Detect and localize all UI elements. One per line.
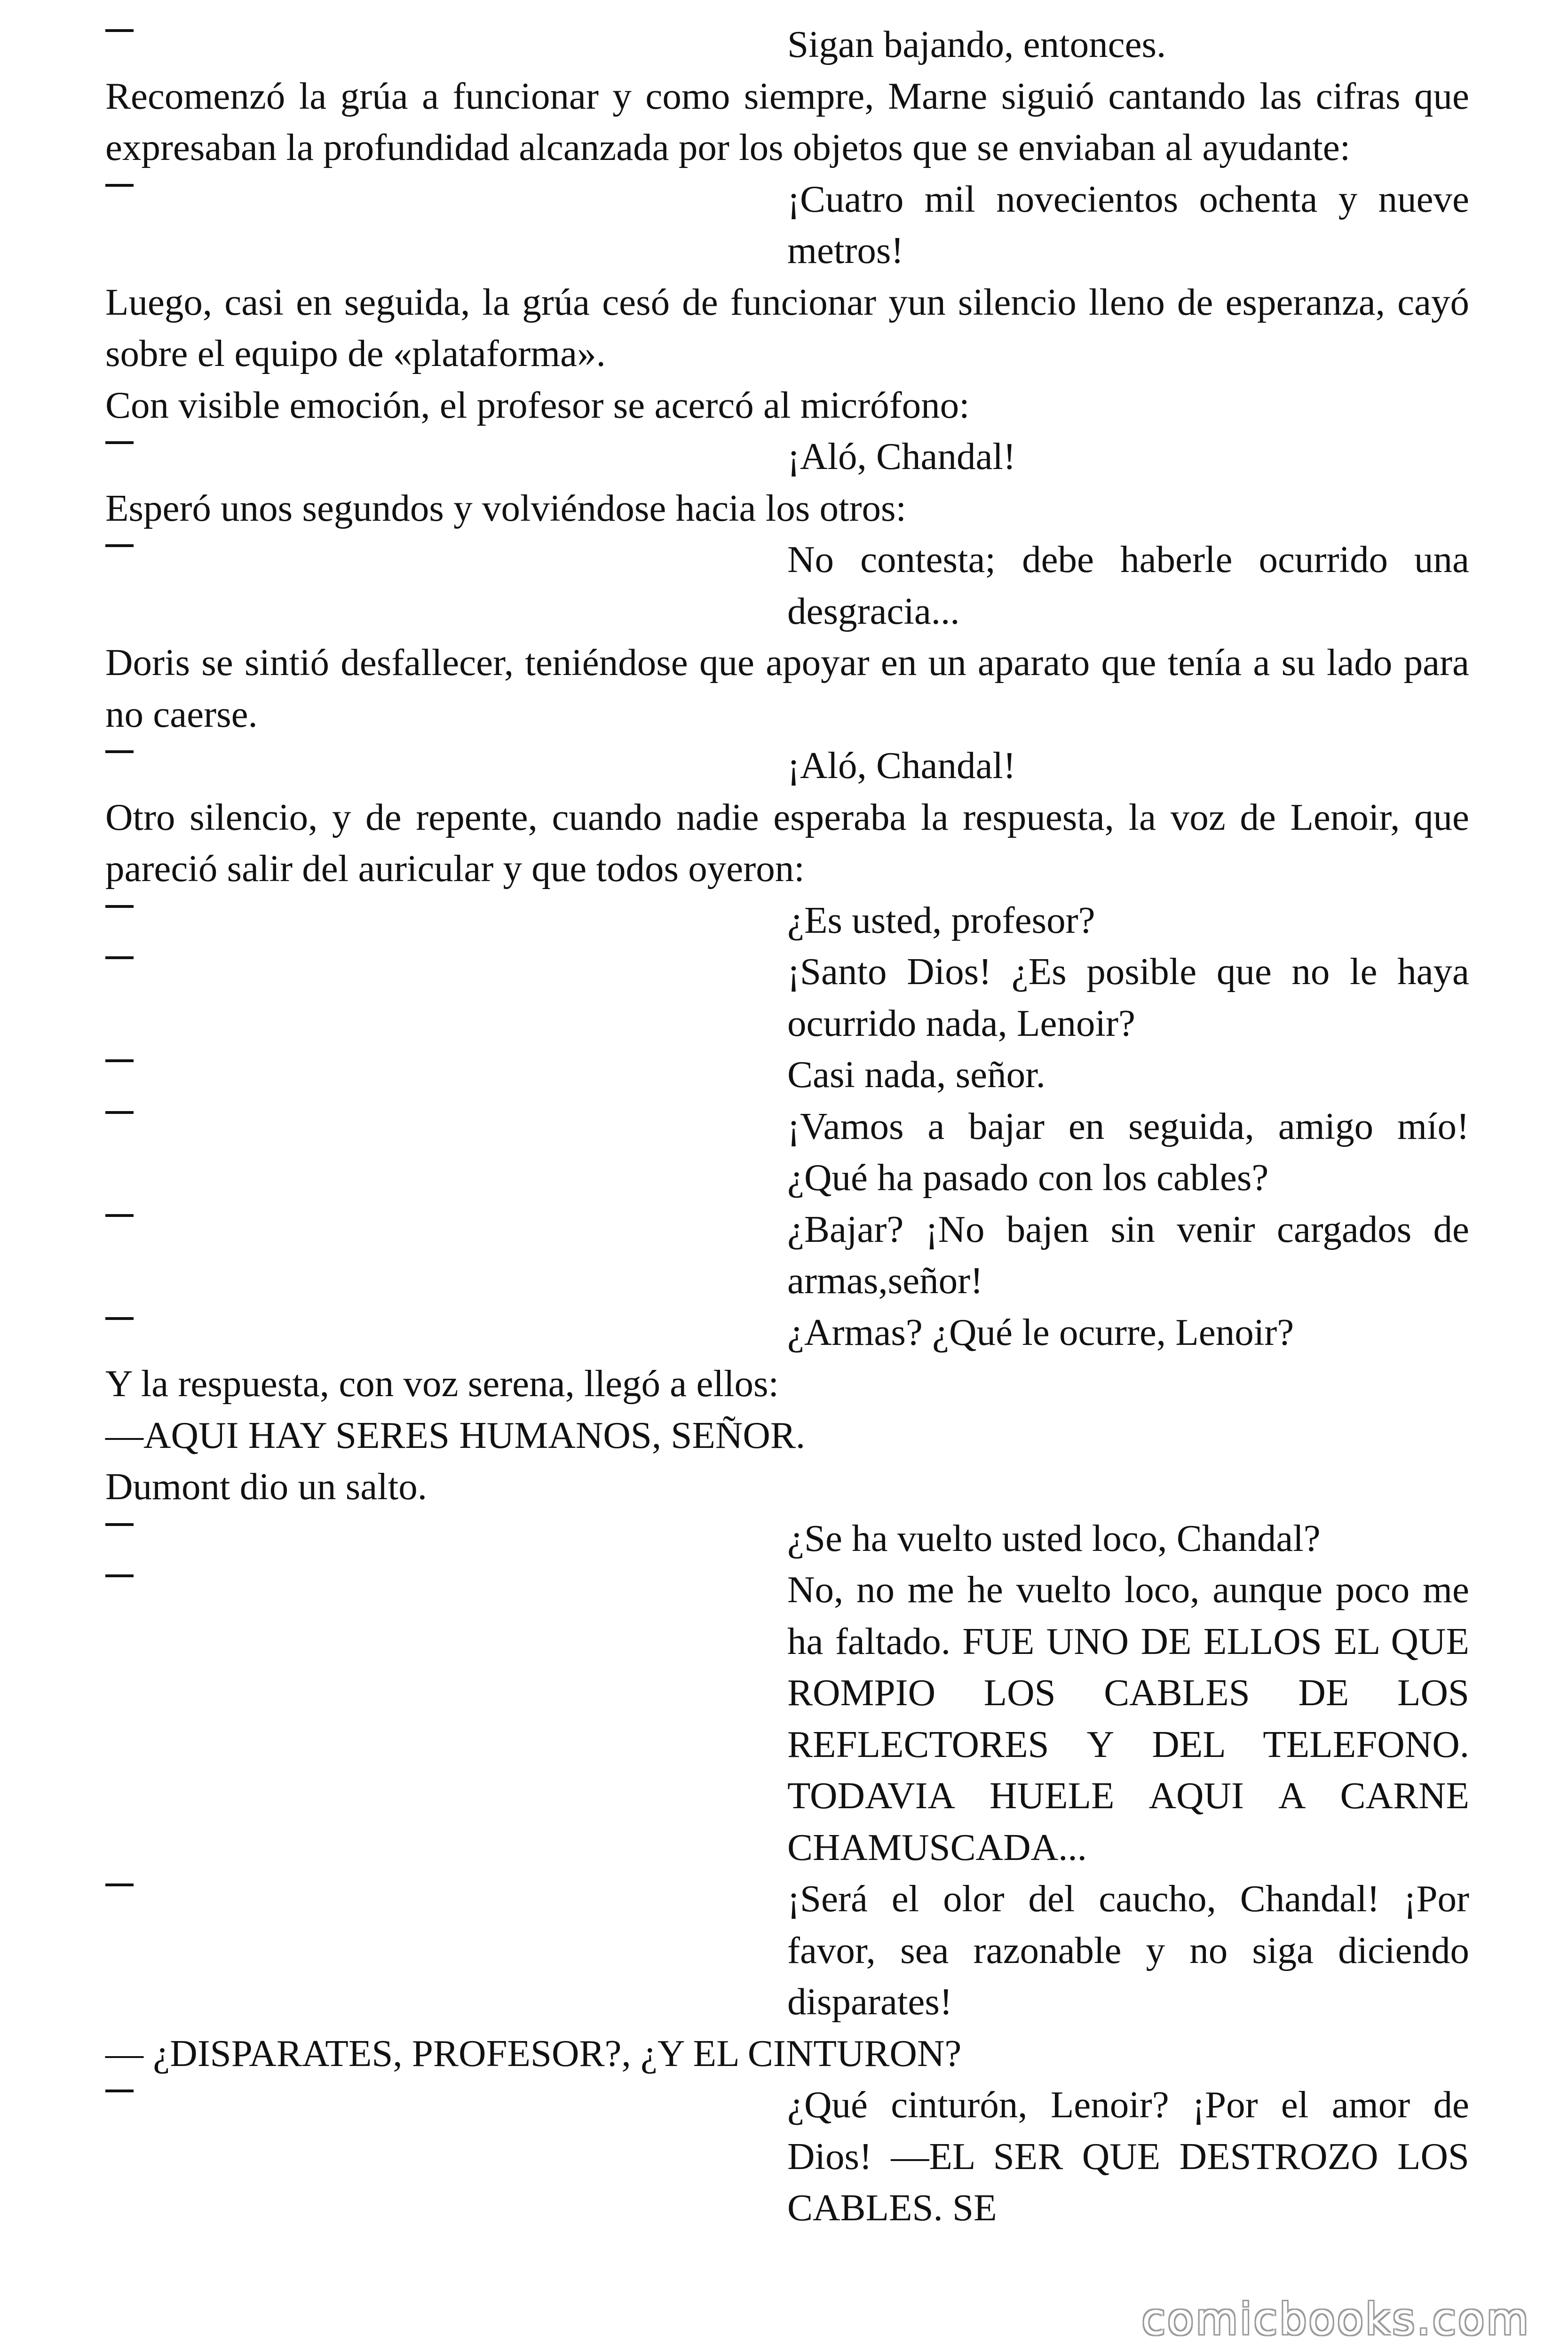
dialog-line (105, 1307, 1469, 1359)
dialog-dash (105, 1101, 787, 1114)
narration-paragraph: Y la respuesta, con voz serena, llegó a ellos: (105, 1362, 779, 1405)
dialog-dash (105, 174, 787, 187)
dialog-text: ¡Aló, Chandal! (787, 435, 1016, 477)
em-dash-icon (105, 1317, 134, 1320)
dialog-text: ¿Bajar? ¡No bajen sin venir cargados de armas,señor! (787, 1208, 1469, 1302)
dialog-text: ¡Cuatro mil novecientos ochenta y nueve metros! (787, 177, 1469, 271)
em-dash-icon (105, 1523, 134, 1526)
dialog-line (105, 174, 1469, 277)
dialog-dash (105, 1513, 787, 1526)
narration-paragraph: —AQUI HAY SERES HUMANOS, SEÑOR. (105, 1414, 806, 1456)
dialog-text: ¡Santo Dios! ¿Es posible que no le haya ocurrido nada, Lenoir? (787, 950, 1469, 1044)
dialog-text: ¿Se ha vuelto usted loco, Chandal? (787, 1517, 1321, 1559)
dialog-dash (105, 2079, 787, 2092)
dialog-dash (105, 946, 787, 959)
em-dash-icon (105, 1214, 134, 1217)
dialog-dash (105, 19, 787, 32)
em-dash-icon (105, 905, 134, 908)
dialog-text: ¡Vamos a bajar en seguida, amigo mío! ¿Qué ha pasado con los cables? (787, 1104, 1469, 1199)
dialog-line (105, 1049, 1469, 1101)
dialog-line (105, 534, 1469, 637)
em-dash-icon (105, 1883, 134, 1886)
dialog-line (105, 1564, 1469, 1873)
dialog-text: No, no me he vuelto loco, aunque poco me ha faltado. FUE UNO DE ELLOS EL QUE ROMPIO LOS CABLES DE LOS REFLECTORES Y DEL TELEFONO. TODAVIA HUELE AQUI A CARNE CHAMUSCADA... (787, 1568, 1469, 1868)
page-text (105, 19, 1469, 2234)
dialog-dash (105, 1307, 787, 1320)
narration-paragraph: — ¿DISPARATES, PROFESOR?, ¿Y EL CINTURON? (105, 2032, 962, 2074)
dialog-dash (105, 1049, 787, 1062)
dialog-text: Sigan bajando, entonces. (787, 23, 1166, 65)
narration-paragraph: Recomenzó la grúa a funcionar y como siempre, Marne siguió cantando las cifras que expresaban la profundidad alcanzada por los objetos que se enviaban al ayudante: (105, 74, 1469, 168)
dialog-text: ¿Qué cinturón, Lenoir? ¡Por el amor de Dios! —EL SER QUE DESTROZO LOS CABLES. SE (787, 2083, 1469, 2229)
dialog-dash (105, 534, 787, 547)
watermark-logo: comicbooks.com (1141, 2294, 1530, 2344)
dialog-text: ¿Armas? ¿Qué le ocurre, Lenoir? (787, 1311, 1294, 1353)
narration-paragraph: Con visible emoción, el profesor se acercó al micrófono: (105, 383, 970, 426)
narration-paragraph: Doris se sintió desfallecer, teniéndose que apoyar en un aparato que tenía a su lado para no caerse. (105, 641, 1469, 735)
dialog-text: Casi nada, señor. (787, 1053, 1045, 1096)
dialog-dash (105, 1564, 787, 1577)
narration-paragraph: Luego, casi en seguida, la grúa cesó de funcionar yun silencio lleno de esperanza, cayó sobre el equipo de «plataforma». (105, 280, 1469, 374)
em-dash-icon (105, 1574, 134, 1577)
em-dash-icon (105, 184, 134, 187)
dialog-dash (105, 431, 787, 444)
em-dash-icon (105, 441, 134, 444)
dialog-line (105, 1873, 1469, 2028)
dialog-line (105, 740, 1469, 792)
em-dash-icon (105, 1059, 134, 1062)
dialog-dash (105, 895, 787, 908)
dialog-line (105, 1204, 1469, 1307)
narration-paragraph: Esperó unos segundos y volviéndose hacia los otros: (105, 486, 907, 529)
em-dash-icon (105, 750, 134, 753)
dialog-text: No contesta; debe haberle ocurrido una desgracia... (787, 538, 1469, 632)
dialog-line (105, 946, 1469, 1049)
em-dash-icon (105, 2090, 134, 2092)
dialog-dash (105, 740, 787, 753)
dialog-line (105, 19, 1469, 71)
dialog-line (105, 431, 1469, 483)
em-dash-icon (105, 29, 134, 32)
dialog-dash (105, 1204, 787, 1217)
dialog-dash (105, 1873, 787, 1886)
em-dash-icon (105, 544, 134, 547)
dialog-line (105, 1101, 1469, 1204)
dialog-text: ¡Aló, Chandal! (787, 744, 1016, 787)
dialog-line (105, 2079, 1469, 2234)
dialog-line (105, 1513, 1469, 1565)
narration-paragraph: Otro silencio, y de repente, cuando nadie esperaba la respuesta, la voz de Lenoir, que pareció salir del auricular y que todos oyeron: (105, 795, 1469, 890)
dialog-line (105, 895, 1469, 946)
em-dash-icon (105, 956, 134, 959)
dialog-text: ¿Es usted, profesor? (787, 898, 1095, 941)
em-dash-icon (105, 1111, 134, 1114)
narration-paragraph: Dumont dio un salto. (105, 1465, 427, 1508)
dialog-text: ¡Será el olor del caucho, Chandal! ¡Por favor, sea razonable y no siga diciendo disparates! (787, 1877, 1469, 2023)
